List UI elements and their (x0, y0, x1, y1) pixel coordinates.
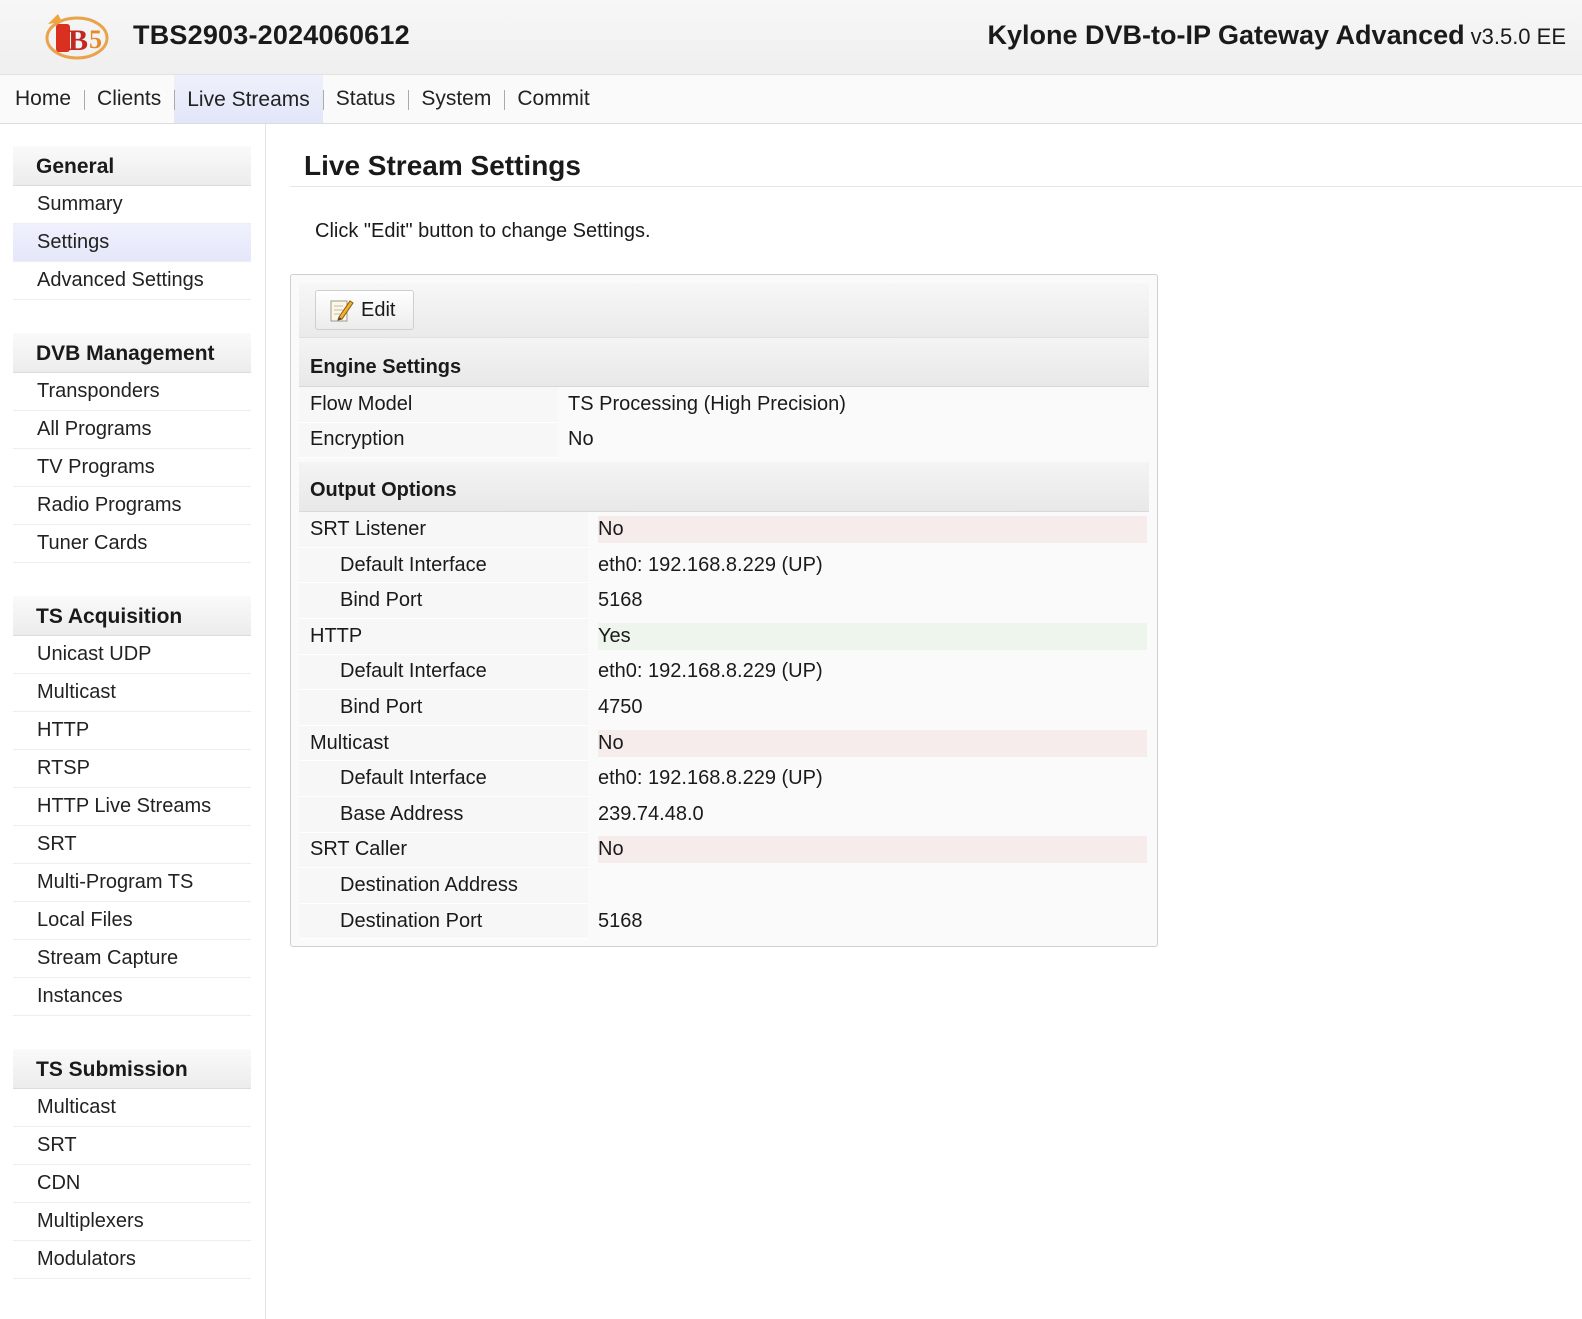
status-no: No (598, 730, 1147, 757)
sidebar-item-sub-multicast[interactable]: Multicast (13, 1089, 251, 1127)
edit-icon (328, 297, 354, 323)
sidebar-item-instances[interactable]: Instances (13, 978, 251, 1016)
sidebar-item-rtsp[interactable]: RTSP (13, 750, 251, 788)
sidebar-group-title: TS Acquisition (13, 596, 251, 636)
main-content (290, 124, 1582, 932)
sidebar-item-tuner-cards[interactable]: Tuner Cards (13, 525, 251, 563)
row-label: Base Address (299, 796, 588, 832)
sidebar-group-title: DVB Management (13, 333, 251, 373)
sidebar (0, 124, 266, 1319)
sidebar-item-multiplexers[interactable]: Multiplexers (13, 1203, 251, 1241)
sidebar-item-multi-program-ts[interactable]: Multi-Program TS (13, 864, 251, 902)
panel-toolbar (299, 283, 1149, 338)
sidebar-item-radio-programs[interactable]: Radio Programs (13, 487, 251, 525)
row-label: Default Interface (299, 654, 588, 690)
row-label: Flow Model (299, 387, 558, 422)
row-value-cell (588, 832, 1149, 868)
row-label: Destination Address (299, 868, 588, 904)
device-name: TBS2903-2024060612 (133, 20, 410, 50)
row-label: HTTP (299, 618, 588, 654)
product-version: v3.5.0 EE (1470, 24, 1566, 49)
sidebar-item-http-live-streams[interactable]: HTTP Live Streams (13, 788, 251, 826)
sidebar-item-advanced-settings[interactable]: Advanced Settings (13, 262, 251, 300)
svg-text:5: 5 (89, 25, 102, 54)
table-row (299, 654, 1149, 690)
row-value: eth0: 192.168.8.229 (UP) (598, 767, 823, 790)
nav-clients[interactable]: Clients (84, 75, 174, 123)
row-label: Multicast (299, 725, 588, 761)
row-value-cell (588, 618, 1149, 654)
row-value-cell (588, 725, 1149, 761)
tbs-logo-icon (42, 10, 112, 62)
row-label: Default Interface (299, 761, 588, 797)
row-value: TS Processing (High Precision) (568, 393, 846, 416)
table-row (299, 583, 1149, 619)
output-options-heading: Output Options (299, 462, 1149, 512)
row-value-cell (588, 512, 1149, 547)
sidebar-item-multicast[interactable]: Multicast (13, 674, 251, 712)
table-row (299, 422, 1149, 458)
row-value: No (568, 428, 594, 451)
table-row (299, 725, 1149, 761)
table-row (299, 690, 1149, 726)
row-label: SRT Caller (299, 832, 588, 868)
row-label: Encryption (299, 422, 558, 458)
row-label: Bind Port (299, 690, 588, 726)
table-row (299, 796, 1149, 832)
sidebar-group-submission (13, 1049, 251, 1279)
sidebar-item-transponders[interactable]: Transponders (13, 373, 251, 411)
product-title (987, 20, 1566, 51)
sidebar-item-modulators[interactable]: Modulators (13, 1241, 251, 1279)
nav-home[interactable]: Home (15, 87, 72, 110)
page-title: Live Stream Settings (290, 124, 1582, 187)
sidebar-group-acquisition (13, 596, 251, 1016)
product-name: Kylone DVB-to-IP Gateway Advanced (987, 20, 1465, 50)
sidebar-item-settings[interactable]: Settings (13, 224, 251, 262)
sidebar-item-local-files[interactable]: Local Files (13, 902, 251, 940)
status-no: No (598, 516, 1147, 543)
svg-text:B: B (68, 24, 89, 57)
row-value: 5168 (598, 909, 643, 932)
row-label: Bind Port (299, 583, 588, 619)
table-row (299, 868, 1149, 904)
sidebar-item-sub-srt[interactable]: SRT (13, 1127, 251, 1165)
sidebar-item-cdn[interactable]: CDN (13, 1165, 251, 1203)
row-value: 239.74.48.0 (598, 802, 704, 825)
table-row (299, 387, 1149, 422)
sidebar-item-all-programs[interactable]: All Programs (13, 411, 251, 449)
table-row (299, 761, 1149, 797)
main-nav (0, 75, 1582, 124)
row-value: 5168 (598, 589, 643, 612)
status-yes: Yes (598, 623, 1147, 650)
status-no: No (598, 836, 1147, 863)
table-row (299, 547, 1149, 583)
sidebar-group-dvb (13, 333, 251, 563)
row-value: eth0: 192.168.8.229 (UP) (598, 553, 823, 576)
instructions-text: Click "Edit" button to change Settings. (315, 220, 651, 242)
sidebar-item-unicast-udp[interactable]: Unicast UDP (13, 636, 251, 674)
table-row (299, 512, 1149, 547)
row-value: 4750 (598, 695, 643, 718)
nav-status[interactable]: Status (323, 75, 409, 123)
sidebar-item-http[interactable]: HTTP (13, 712, 251, 750)
sidebar-item-tv-programs[interactable]: TV Programs (13, 449, 251, 487)
sidebar-group-title: TS Submission (13, 1049, 251, 1089)
table-row (299, 832, 1149, 868)
sidebar-item-summary[interactable]: Summary (13, 186, 251, 224)
table-row (299, 903, 1149, 939)
output-options-table (299, 512, 1149, 939)
row-value (588, 868, 1149, 904)
table-row (299, 618, 1149, 654)
row-label: Destination Port (299, 903, 588, 939)
row-value: eth0: 192.168.8.229 (UP) (598, 660, 823, 683)
edit-button[interactable] (315, 290, 414, 330)
nav-live-streams[interactable]: Live Streams (174, 75, 323, 123)
settings-panel (290, 274, 1158, 947)
nav-system[interactable]: System (408, 75, 504, 123)
edit-button-label: Edit (361, 298, 396, 321)
sidebar-group-general (13, 146, 251, 300)
sidebar-group-title: General (13, 146, 251, 186)
sidebar-item-stream-capture[interactable]: Stream Capture (13, 940, 251, 978)
nav-commit[interactable]: Commit (504, 75, 602, 123)
row-label: SRT Listener (299, 512, 588, 547)
sidebar-item-srt[interactable]: SRT (13, 826, 251, 864)
engine-settings-heading: Engine Settings (299, 338, 1149, 387)
top-header (0, 0, 1582, 75)
engine-settings-table (299, 387, 1149, 458)
row-label: Default Interface (299, 547, 588, 583)
